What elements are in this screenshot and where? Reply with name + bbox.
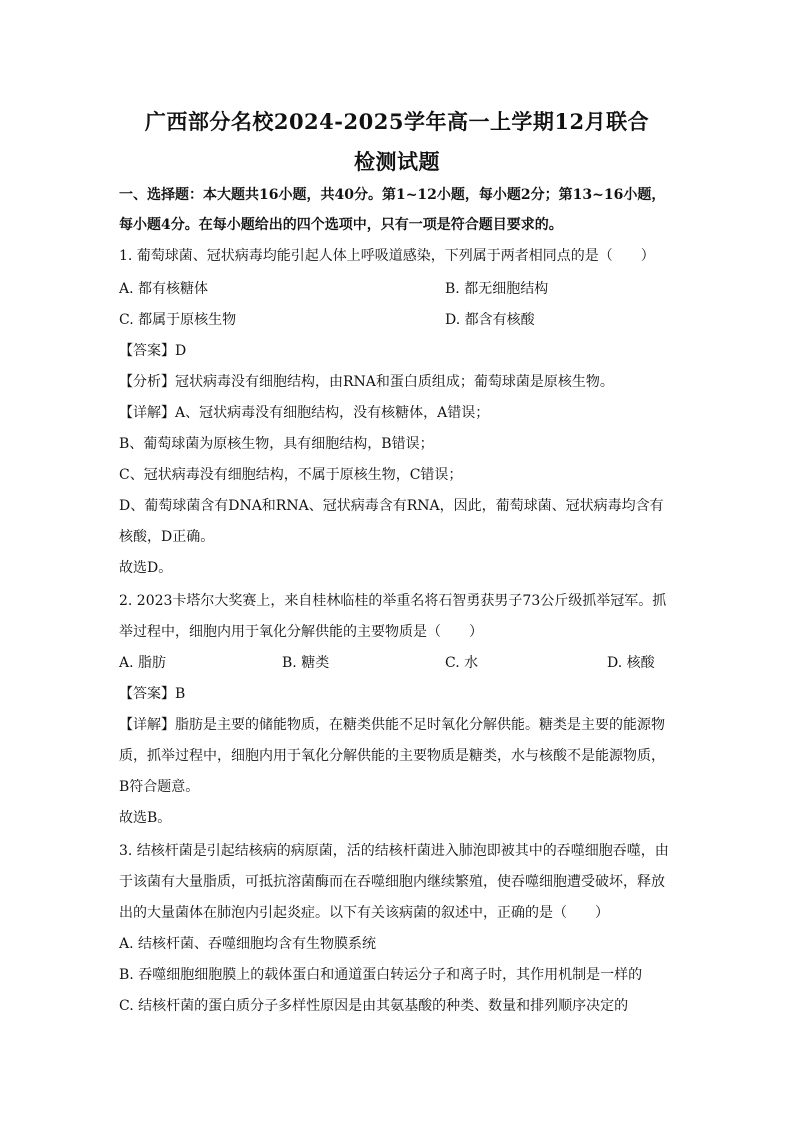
q1-option-c: C. 都属于原核生物 xyxy=(119,312,237,328)
q2-option-c: C. 水 xyxy=(445,655,479,671)
q1-detail-line: D、葡萄球菌含有DNA和RNA、冠状病毒含有RNA，因此，葡萄球菌、冠状病毒均含有 xyxy=(119,498,664,514)
q1-detail-line: C、冠状病毒没有细胞结构，不属于原核生物，C错误； xyxy=(119,467,463,483)
q2-option-a: A. 脂肪 xyxy=(119,655,167,671)
q1-detail-line: 核酸，D正确。 xyxy=(119,529,215,545)
exam-title-line2: 检测试题 xyxy=(354,149,440,174)
section-instructions-line1: 一、选择题：本大题共16小题，共40分。第1~12小题，每小题2分；第13~16小题， xyxy=(119,187,666,203)
exam-title-line1: 广西部分名校2024-2025学年高一上学期12月联合 xyxy=(144,109,650,134)
q1-analysis: 【分析】冠状病毒没有细胞结构，由RNA和蛋白质组成；葡萄球菌是原核生物。 xyxy=(119,374,614,390)
q3-option-a: A. 结核杆菌、吞噬细胞均含有生物膜系统 xyxy=(119,936,377,952)
q1-option-a: A. 都有核糖体 xyxy=(119,281,209,297)
q1-choice: 故选D。 xyxy=(119,560,173,576)
q3-stem-line: 于该菌有大量脂质，可抵抗溶菌酶而在吞噬细胞内继续繁殖，使吞噬细胞遭受破坏，释放 xyxy=(119,874,665,890)
q2-detail-line: B符合题意。 xyxy=(119,779,200,795)
q2-choice: 故选B。 xyxy=(119,810,172,826)
q3-stem-line: 3. 结核杆菌是引起结核病的病原菌，活的结核杆菌进入肺泡即被其中的吞噬细胞吞噬，由 xyxy=(119,843,669,859)
q2-stem-line: 举过程中，细胞内用于氧化分解供能的主要物质是（ ） xyxy=(119,624,483,640)
q3-option-b: B. 吞噬细胞细胞膜上的载体蛋白和通道蛋白转运分子和离子时，其作用机制是一样的 xyxy=(119,967,643,983)
q1-detail-line: 【详解】A、冠状病毒没有细胞结构，没有核糖体，A错误； xyxy=(119,405,490,421)
q3-option-c: C. 结核杆菌的蛋白质分子多样性原因是由其氨基酸的种类、数量和排列顺序决定的 xyxy=(119,998,629,1014)
q2-detail-line: 质，抓举过程中，细胞内用于氧化分解供能的主要物质是糖类，水与核酸不是能源物质， xyxy=(119,748,665,764)
q2-detail-line: 【详解】脂肪是主要的储能物质，在糖类供能不足时氧化分解供能。糖类是主要的能源物 xyxy=(119,717,665,733)
q1-option-d: D. 都含有核酸 xyxy=(445,312,535,328)
q1-answer: 【答案】D xyxy=(119,343,187,359)
q2-answer: 【答案】B xyxy=(119,686,186,702)
q1-option-b: B. 都无细胞结构 xyxy=(445,281,549,297)
q3-stem-line: 出的大量菌体在肺泡内引起炎症。以下有关该病菌的叙述中，正确的是（ ） xyxy=(119,905,609,921)
q2-option-b: B. 糖类 xyxy=(282,655,330,671)
q1-stem: 1. 葡萄球菌、冠状病毒均能引起人体上呼吸道感染，下列属于两者相同点的是（ ） xyxy=(119,248,655,264)
q2-option-d: D. 核酸 xyxy=(607,655,655,671)
section-instructions-line2: 每小题4分。在每小题给出的四个选项中，只有一项是符合题目要求的。 xyxy=(119,217,563,233)
q2-stem-line: 2. 2023卡塔尔大奖赛上，来自桂林临桂的举重名将石智勇获男子73公斤级抓举冠军。抓 xyxy=(119,593,667,609)
q1-detail-line: B、葡萄球菌为原核生物，具有细胞结构，B错误； xyxy=(119,436,434,452)
